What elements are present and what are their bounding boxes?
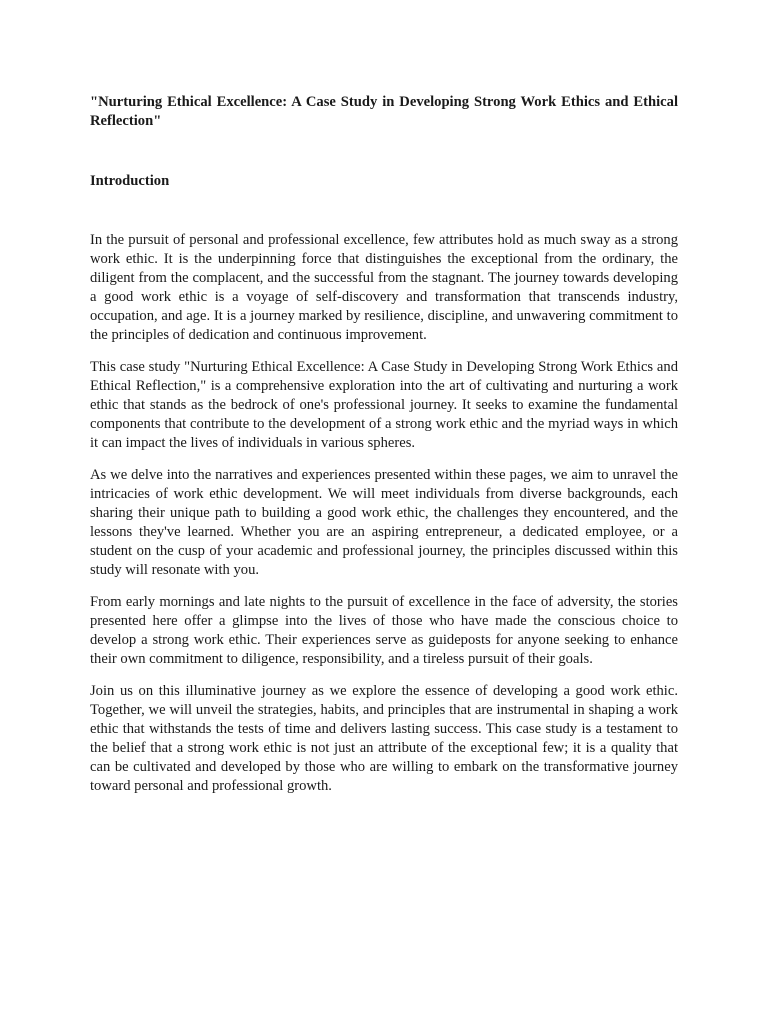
paragraph: As we delve into the narratives and experiences presented within these pages, we aim to unravel the intricacies of work ethic development. We will meet individuals from diverse backgrounds, each sharing their unique path to building a good work ethic, the challenges they encountered, and the lessons they've learned. Whether you are an aspiring entrepreneur, a dedicated employee, or a student on the cusp of your academic and professional journey, the principles discussed within this study will resonate with you.	[90, 467, 678, 578]
document-title: "Nurturing Ethical Excellence: A Case Study in Developing Strong Work Ethics and Ethical Reflection"	[90, 94, 678, 129]
paragraph: From early mornings and late nights to the pursuit of excellence in the face of adversity, the stories presented here offer a glimpse into the lives of those who have made the conscious choice to develop a strong work ethic. Their experiences serve as guideposts for anyone seeking to enhance their own commitment to diligence, responsibility, and a tireless pursuit of their goals.	[90, 594, 678, 667]
document-body	[90, 231, 678, 809]
paragraph: This case study "Nurturing Ethical Excellence: A Case Study in Developing Strong Work Ethics and Ethical Reflection," is a comprehensive exploration into the art of cultivating and nurturing a work ethic that stands as the bedrock of one's professional journey. It seeks to examine the fundamental components that contribute to the development of a strong work ethic and the myriad ways in which it can impact the lives of individuals in various spheres.	[90, 359, 678, 451]
section-heading-introduction: Introduction	[90, 173, 170, 189]
document-page	[90, 93, 678, 794]
paragraph: Join us on this illuminative journey as we explore the essence of developing a good work ethic. Together, we will unveil the strategies, habits, and principles that are instrumental in shaping a work ethic that withstands the tests of time and delivers lasting success. This case study is a testament to the belief that a strong work ethic is not just an attribute of the exceptional few; it is a quality that can be cultivated and developed by those who are willing to embark on the transformative journey toward personal and professional growth.	[90, 683, 678, 794]
paragraph: In the pursuit of personal and professional excellence, few attributes hold as much sway as a strong work ethic. It is the underpinning force that distinguishes the exceptional from the ordinary, the diligent from the complacent, and the successful from the stagnant. The journey towards developing a good work ethic is a voyage of self-discovery and transformation that transcends industry, occupation, and age. It is a journey marked by resilience, discipline, and unwavering commitment to the principles of dedication and continuous improvement.	[90, 232, 678, 343]
